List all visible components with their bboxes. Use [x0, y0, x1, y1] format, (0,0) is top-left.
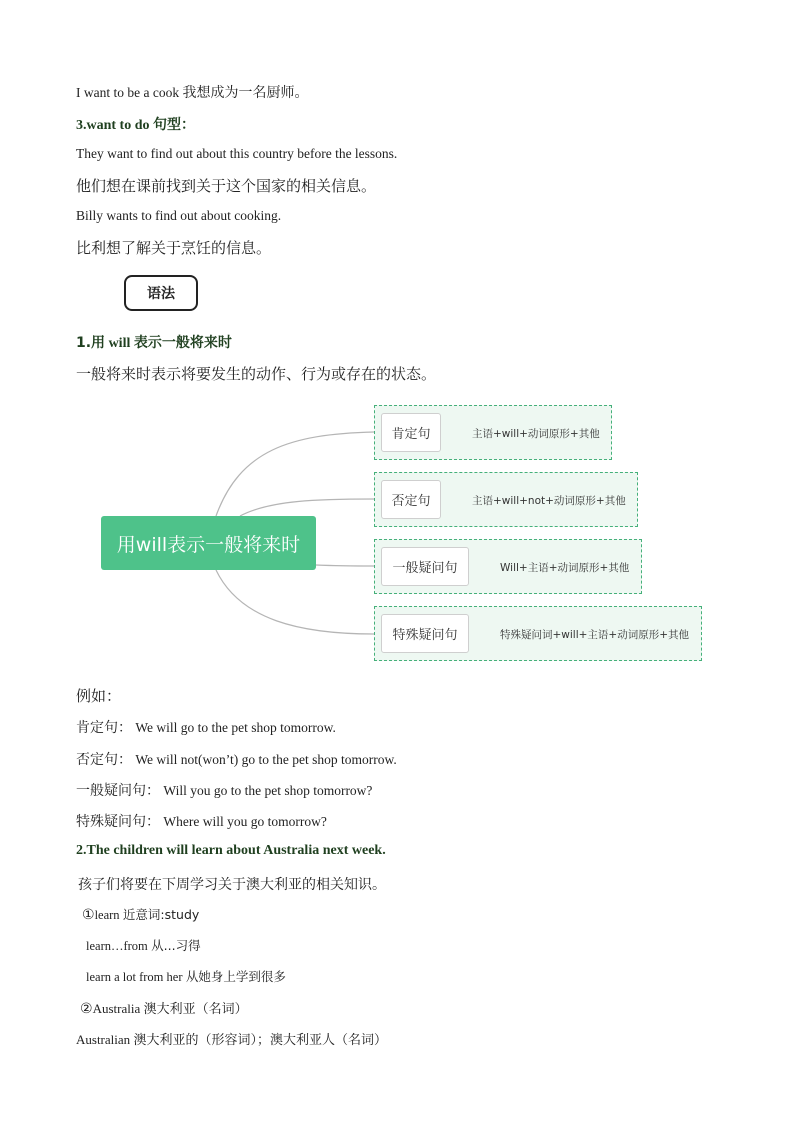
example-general-question-text: Will you go to the pet shop tomorrow? [163, 783, 373, 798]
note-learn-mark: ① [82, 907, 95, 923]
connector-affirmative [216, 432, 374, 516]
note-australian-cn: 澳大利亚的（形容词）；澳大利亚人（名词） [133, 1033, 388, 1048]
note-learn-a-lot [86, 967, 286, 985]
example-negative [76, 749, 397, 769]
example-negative-text: We will not(won’t) go to the pet shop tomorrow. [135, 752, 397, 767]
example-general-question [76, 780, 372, 800]
note-learn-a-lot-en: learn a lot from her [86, 970, 183, 984]
mindmap-root: 用will表示一般将来时 [101, 516, 316, 570]
example-1-en: They want to find out about this country before the lessons. [76, 146, 398, 161]
example-general-question-label: 一般疑问句： [76, 783, 160, 799]
branch-affirmative-desc: 主语+will+动词原形+其他 [472, 428, 600, 440]
section-2-heading: 2.The children will learn about Australia next week. [76, 843, 386, 858]
note-australian-en: Australian [76, 1032, 131, 1047]
branch-negative-label: 否定句 [381, 480, 441, 519]
note-australia-cn: 澳大利亚（名词） [143, 1002, 248, 1017]
branch-negative [374, 472, 638, 527]
connector-general-question [316, 565, 374, 566]
note-learn-en: learn [94, 908, 120, 922]
branch-special-question [374, 606, 702, 661]
example-special-question [76, 811, 327, 831]
section-1-heading-cn: 表示一般将来时 [133, 335, 232, 351]
branch-general-question-desc: Will+主语+动词原形+其他 [500, 562, 630, 574]
note-australia-mark: ② [80, 1001, 93, 1017]
branch-general-question [374, 539, 642, 594]
branch-negative-desc: 主语+will+not+动词原形+其他 [472, 495, 626, 507]
heading-want-to-do-cn: 句型： [153, 117, 196, 133]
branch-affirmative-label: 肯定句 [381, 413, 441, 452]
examples-title: 例如： [76, 687, 122, 705]
example-1-cn: 他们想在课前找到关于这个国家的相关信息。 [76, 177, 377, 195]
section-1-heading-num: 1.用 [76, 335, 106, 351]
example-affirmative-text: We will go to the pet shop tomorrow. [135, 720, 336, 735]
note-australia [80, 998, 248, 1017]
note-learn [82, 905, 199, 923]
example-special-question-label: 特殊疑问句： [76, 814, 160, 830]
cook-sentence-en: I want to be a cook [76, 85, 180, 100]
section-1-desc: 一般将来时表示将要发生的动作、行为或存在的状态。 [76, 365, 437, 383]
note-learn-from-en: learn…from [86, 939, 148, 953]
connector-special-question [216, 570, 374, 634]
example-2-en: Billy wants to find out about cooking. [76, 208, 282, 223]
example-affirmative [76, 717, 336, 737]
branch-special-question-desc: 特殊疑问词+will+主语+动词原形+其他 [500, 629, 690, 641]
branch-general-question-label: 一般疑问句 [381, 547, 469, 586]
note-learn-a-lot-cn: 从她身上学到很多 [185, 969, 286, 984]
section-1-heading-en: will [108, 336, 131, 351]
example-special-question-text: Where will you go tomorrow? [163, 814, 327, 829]
example-negative-label: 否定句： [76, 752, 132, 768]
note-learn-cn: 近意词:study [122, 907, 200, 922]
note-australian [76, 1029, 387, 1048]
connector-negative [240, 499, 374, 516]
example-2-cn: 比利想了解关于烹饪的信息。 [76, 239, 272, 257]
section-2-translation: 孩子们将要在下周学习关于澳大利亚的相关知识。 [78, 877, 386, 893]
branch-affirmative [374, 405, 612, 460]
cook-sentence-cn: 我想成为一名厨师。 [182, 85, 309, 101]
example-affirmative-label: 肯定句： [76, 720, 132, 736]
note-australia-en: Australia [92, 1001, 141, 1016]
note-learn-from-cn: 从...习得 [151, 938, 201, 953]
grammar-label-box: 语法 [124, 275, 198, 311]
branch-special-question-label: 特殊疑问句 [381, 614, 469, 653]
note-learn-from [86, 936, 201, 954]
heading-want-to-do-en: 3.want to do [76, 118, 150, 133]
